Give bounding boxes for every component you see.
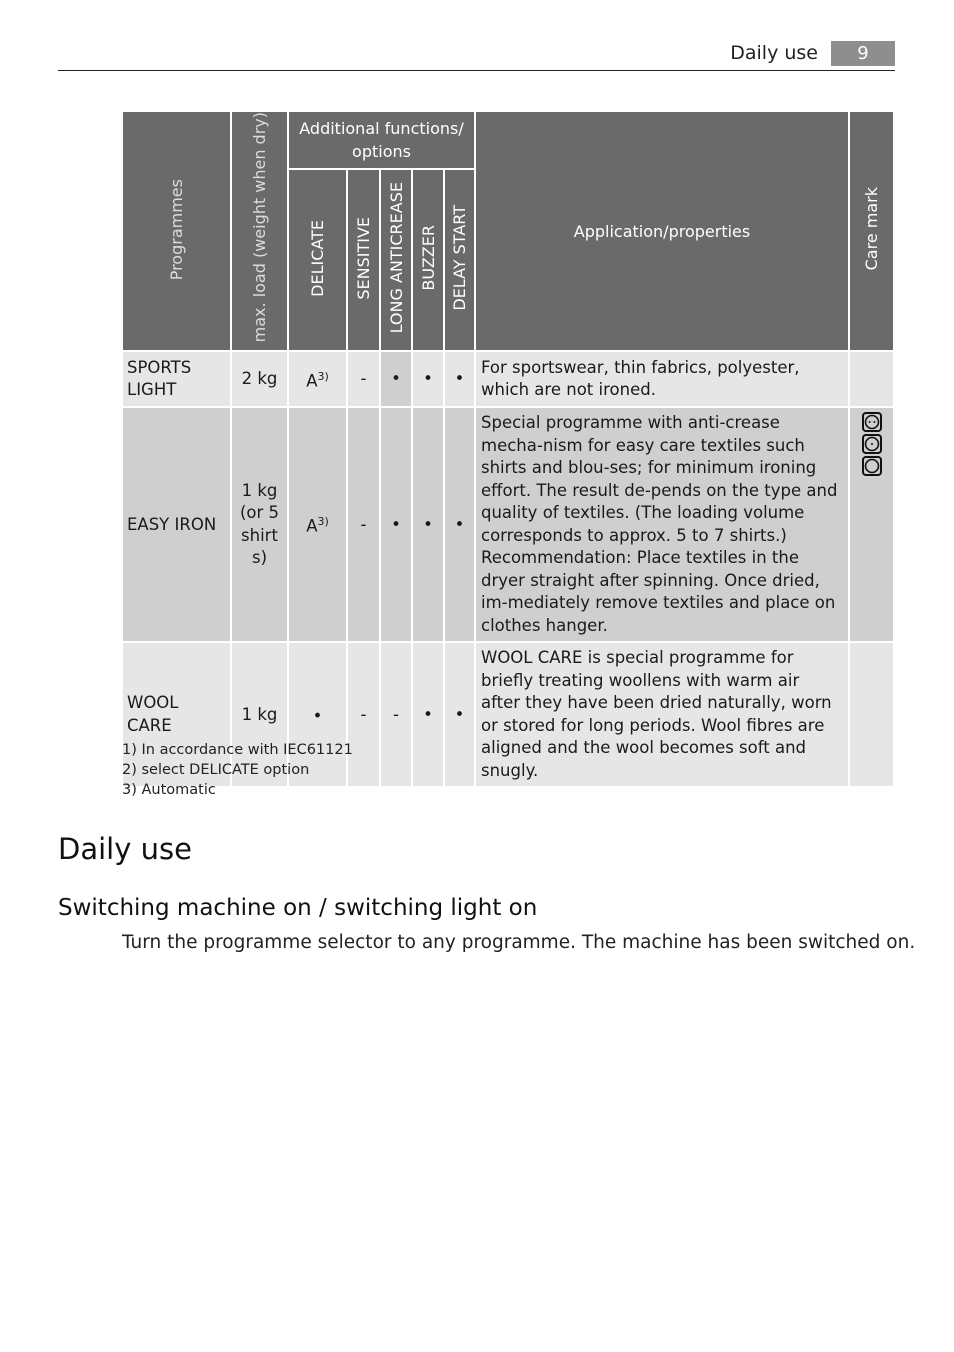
care-mark-cell — [850, 352, 893, 406]
section-text: Turn the programme selector to any programme. The machine has been switched on. — [122, 932, 916, 953]
max-load: 2 kg — [232, 352, 287, 406]
section-title: Daily use — [58, 832, 192, 866]
header-programmes: Programmes — [123, 112, 230, 350]
care-mark-cell — [850, 643, 893, 786]
header-buzzer: BUZZER — [413, 170, 443, 350]
programme-table — [121, 110, 895, 788]
long-anticrease-value: • — [381, 352, 411, 406]
delicate-value: $A^{3)}$ — [289, 352, 346, 406]
buzzer-value: • — [413, 643, 443, 786]
header-sensitive: SENSITIVE — [348, 170, 379, 350]
tumble-dry-icon — [862, 456, 882, 476]
header-title: Daily use — [730, 42, 818, 64]
max-load: 1 kg (or 5 shirt s) — [232, 408, 287, 641]
header-delay-start: DELAY START — [445, 170, 474, 350]
programme-name: EASY IRON — [123, 408, 230, 641]
application-text: For sportswear, thin fabrics, polyester, which are not ironed. — [476, 352, 848, 406]
header-care-mark: Care mark — [850, 112, 893, 350]
delay-start-value: • — [445, 352, 474, 406]
buzzer-value: • — [413, 408, 443, 641]
programme-name: WOOL CARE — [123, 643, 230, 786]
sensitive-value: - — [348, 643, 379, 786]
buzzer-value: • — [413, 352, 443, 406]
table-row — [123, 408, 893, 641]
footnote: 2) select DELICATE option — [122, 762, 310, 778]
header-delicate: DELICATE — [289, 170, 346, 350]
delay-start-value: • — [445, 408, 474, 641]
header-max-load: max. load (weight when dry) — [232, 112, 287, 350]
header-long-anticrease: LONG ANTICREASE — [381, 170, 411, 350]
programme-name: SPORTS LIGHT — [123, 352, 230, 406]
footnote: 3) Automatic — [122, 782, 216, 798]
delicate-value: $A^{3)}$ — [289, 408, 346, 641]
delicate-value: • — [289, 643, 346, 786]
care-mark-cell — [850, 408, 893, 641]
delay-start-value: • — [445, 643, 474, 786]
tumble-dry-low-icon — [862, 434, 882, 454]
header-additional-functions: Additional functions/ options — [289, 112, 474, 168]
table-row — [123, 352, 893, 406]
header-application: Application/properties — [476, 112, 848, 350]
footnote: 1) In accordance with IEC61121 — [122, 742, 353, 758]
long-anticrease-value: - — [381, 643, 411, 786]
page-number: 9 — [831, 41, 895, 66]
long-anticrease-value: • — [381, 408, 411, 641]
max-load: 1 kg — [232, 643, 287, 786]
application-text: WOOL CARE is special programme for briefly treating woollens with warm air after they have been dried naturally, worn or stored for long periods. Wool fibres are aligned and the wool becomes soft and snugly. — [476, 643, 848, 786]
sensitive-value: - — [348, 408, 379, 641]
section-subtitle: Switching machine on / switching light on — [58, 895, 538, 921]
application-text: Special programme with anti-crease mecha-nism for easy care textiles such shirts and blou-ses; for minimum ironing effort. The result de-pends on the type and quality of textiles. (The loading volume corresponds to approx. 5 to 7 shirts.) Recommendation: Place textiles in the dryer straight after spinning. Once dried, im-mediately remove textiles and place on clothes hanger. — [476, 408, 848, 641]
header-rule — [58, 70, 895, 71]
tumble-dry-high-icon — [862, 412, 882, 432]
footnotes — [122, 740, 353, 800]
sensitive-value: - — [348, 352, 379, 406]
